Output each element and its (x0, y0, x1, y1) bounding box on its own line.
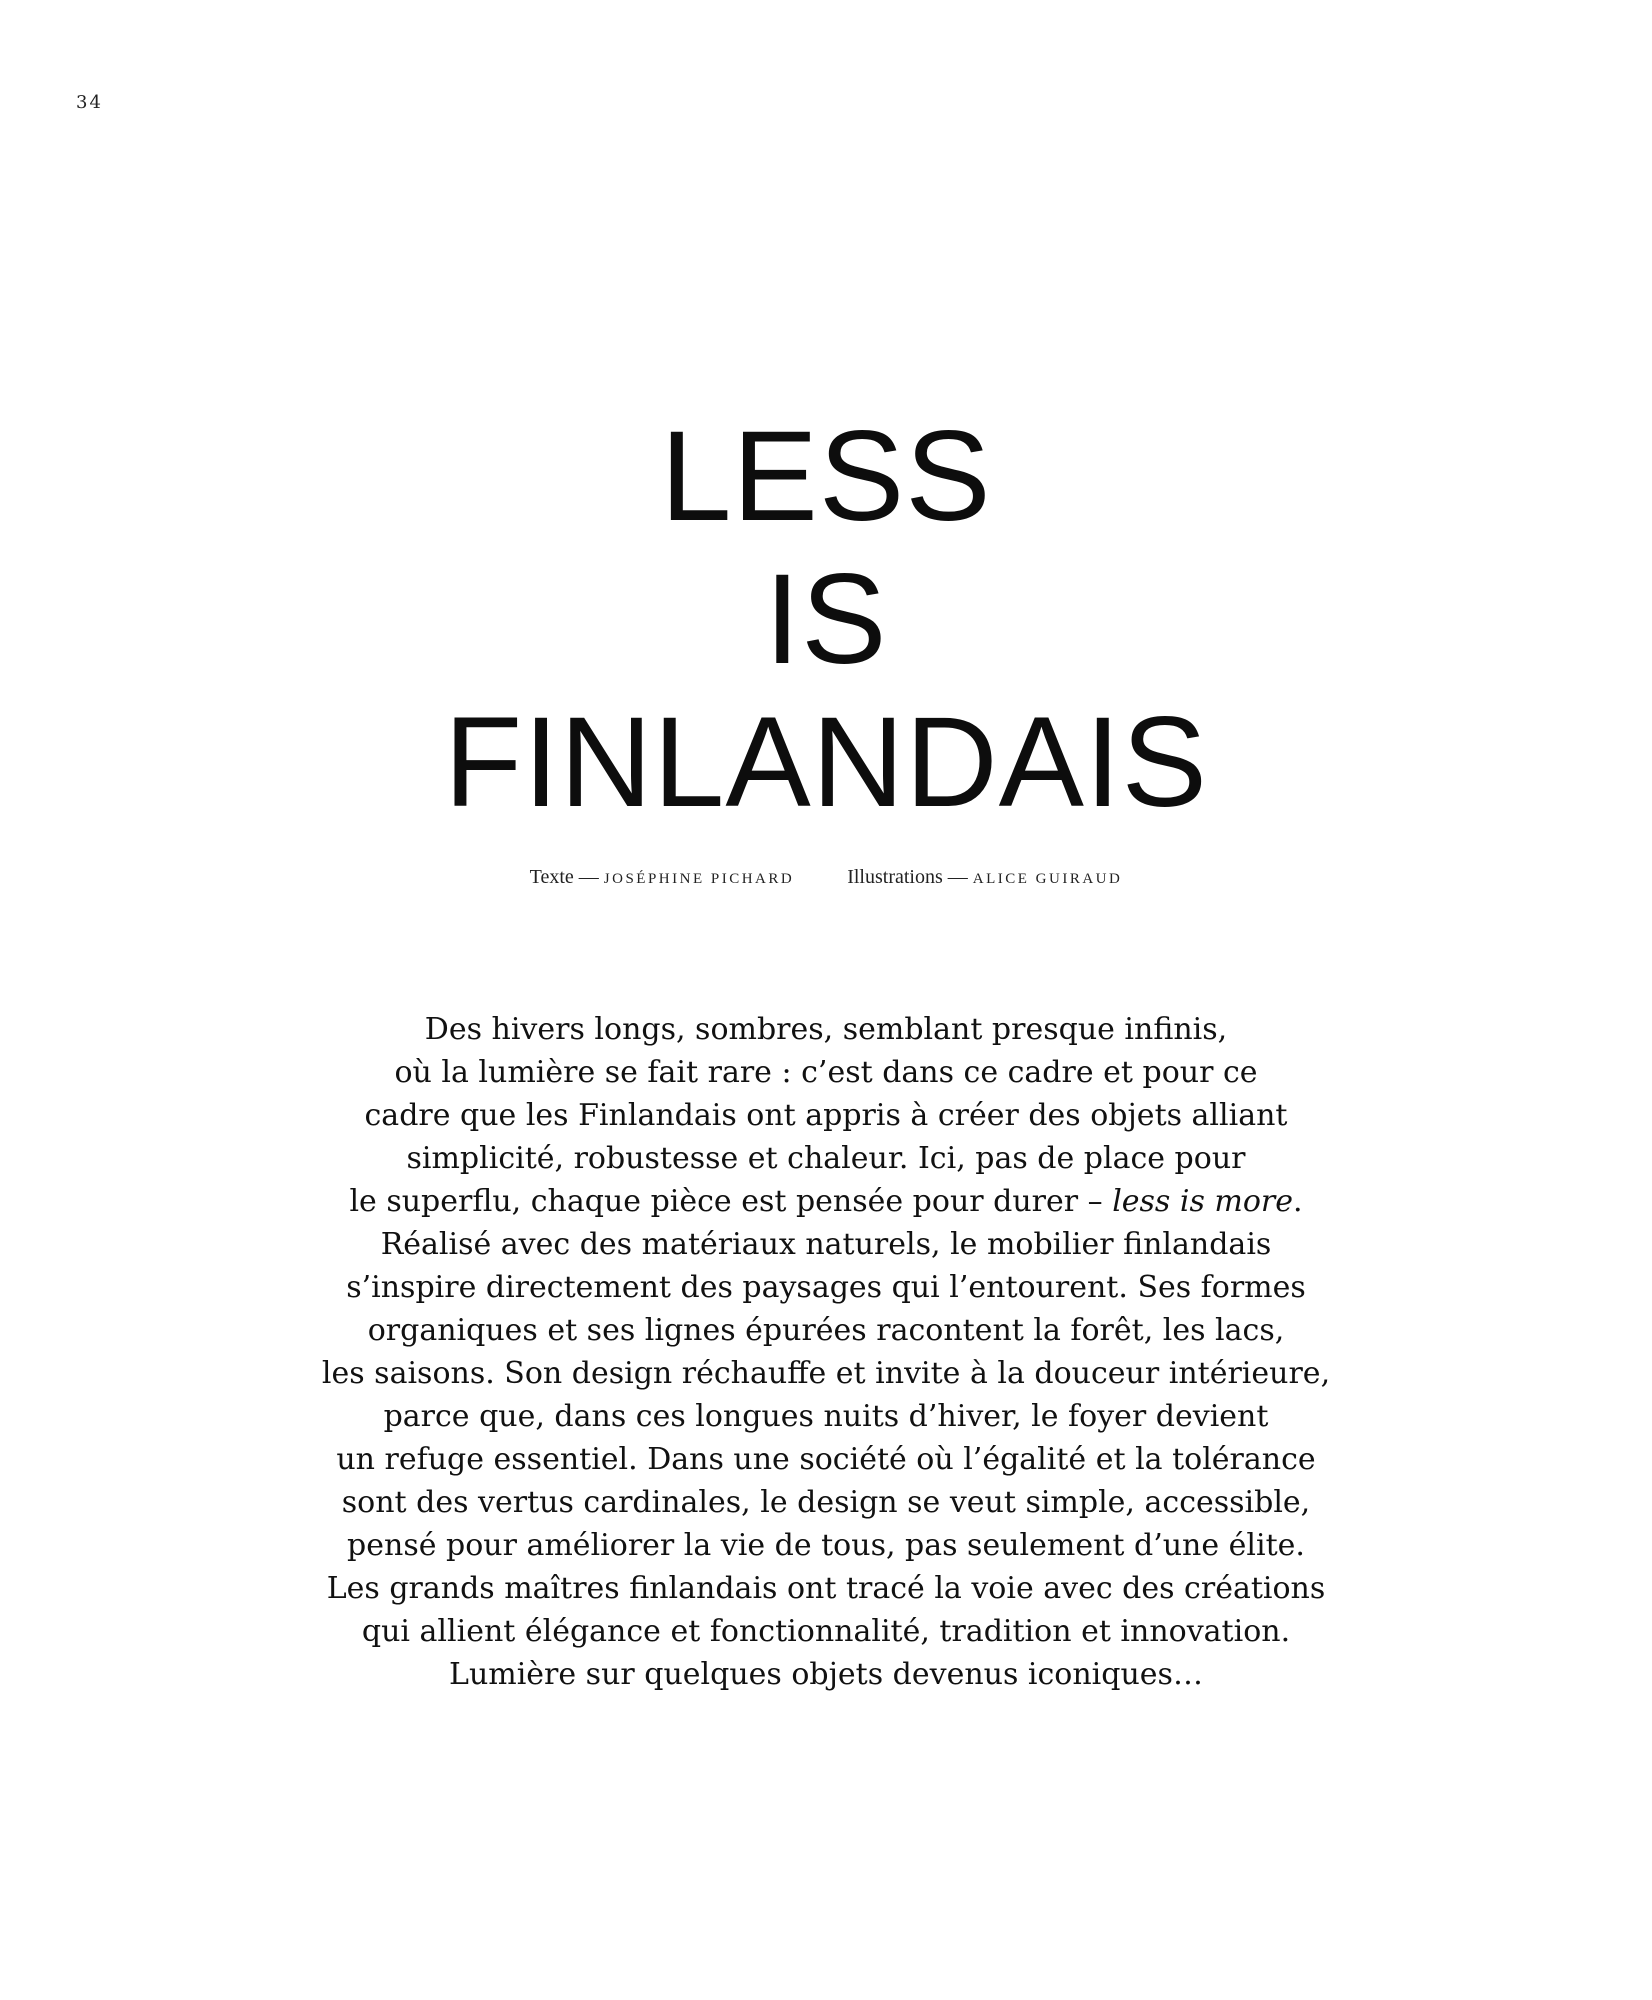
intro-line-5-end: . (1293, 1184, 1303, 1219)
intro-italic-phrase: less is more (1112, 1184, 1293, 1219)
intro-line: organiques et ses lignes épurées racontent la forêt, les lacs, (367, 1313, 1285, 1348)
intro-line: s’inspire directement des paysages qui l’entourent. Ses formes (346, 1270, 1306, 1305)
text-credit-author: JOSÉPHINE PICHARD (603, 871, 795, 887)
intro-line: parce que, dans ces longues nuits d’hiver, le foyer devient (383, 1399, 1269, 1434)
intro-line: où la lumière se fait rare : c’est dans ce cadre et pour ce (394, 1055, 1258, 1090)
intro-line: un refuge essentiel. Dans une société où l’égalité et la tolérance (336, 1442, 1316, 1477)
intro-line: Lumière sur quelques objets devenus iconiques… (449, 1657, 1203, 1692)
intro-line: cadre que les Finlandais ont appris à créer des objets alliant (364, 1098, 1288, 1133)
intro-line-with-italic (0, 1180, 1652, 1223)
intro-line: qui allient élégance et fonctionnalité, tradition et innovation. (361, 1614, 1291, 1649)
text-credit (530, 866, 795, 889)
title-line-1: LESS (660, 405, 992, 548)
intro-line: Les grands maîtres finlandais ont tracé la voie avec des créations (326, 1571, 1326, 1606)
title-line-3: FINLANDAIS (444, 691, 1208, 834)
intro-line: sont des vertus cardinales, le design se veut simple, accessible, (341, 1485, 1311, 1520)
intro-line: Réalisé avec des matériaux naturels, le mobilier finlandais (380, 1227, 1272, 1262)
page-number: 34 (76, 92, 103, 113)
intro-line-5-start: le superflu, chaque pièce est pensée pour durer – (349, 1184, 1113, 1219)
article-title (0, 405, 1652, 834)
intro-line: les saisons. Son design réchauffe et invite à la douceur intérieure, (321, 1356, 1331, 1391)
intro-line: simplicité, robustesse et chaleur. Ici, pas de place pour (406, 1141, 1246, 1176)
article-credits (0, 866, 1652, 889)
intro-paragraph (0, 1008, 1652, 1696)
intro-line: pensé pour améliorer la vie de tous, pas seulement d’une élite. (347, 1528, 1305, 1563)
illustration-credit-author: ALICE GUIRAUD (972, 871, 1123, 887)
text-credit-label: Texte — (529, 866, 599, 888)
illustration-credit (847, 866, 1122, 889)
title-line-2: IS (764, 548, 888, 691)
intro-line: Des hivers longs, sombres, semblant presque infinis, (424, 1012, 1228, 1047)
illustration-credit-label: Illustrations — (847, 866, 968, 888)
